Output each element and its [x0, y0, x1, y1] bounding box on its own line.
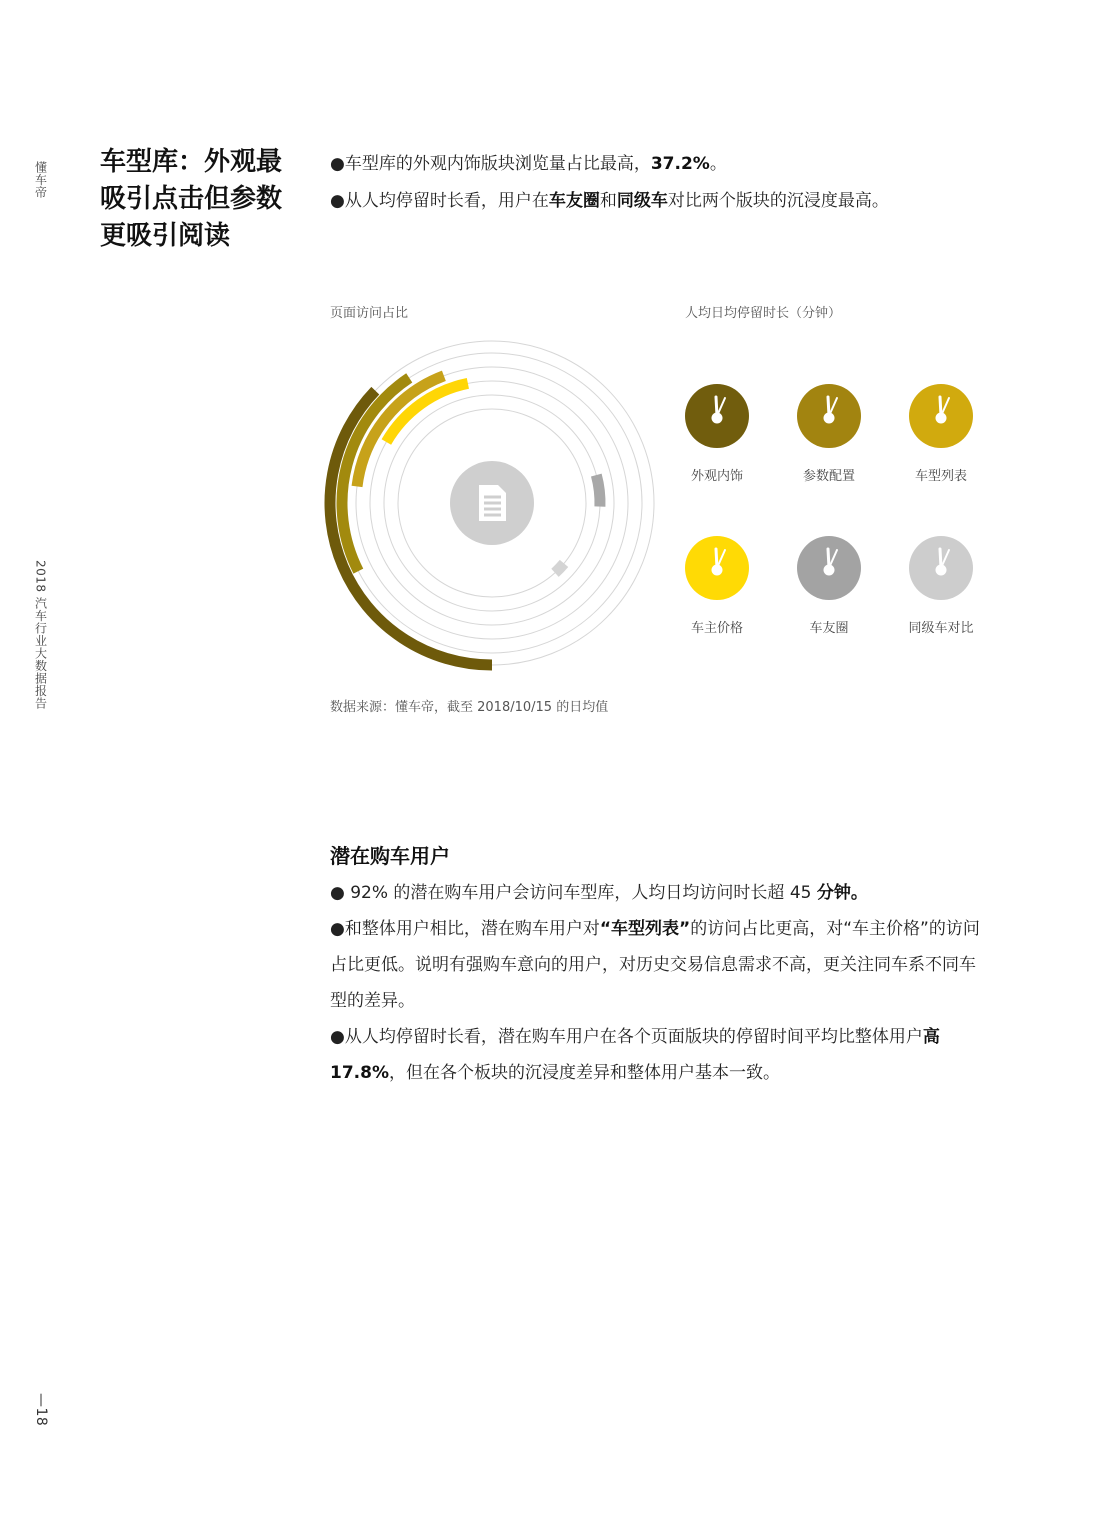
report-title-text: 2018 汽车行业大数据报告	[33, 560, 48, 710]
section-highlight-3: 高 17.8%	[330, 1027, 940, 1083]
sidebar-report-title	[26, 540, 56, 730]
page-title-line3: 更吸引阅读	[100, 221, 231, 251]
section-bullet-3: ●从人均停留时长看，潜在购车用户在各个页面版块的停留时间平均比整体用户高 17.8%，但在各个板块的沉浸度差异和整体用户基本一致。	[330, 1027, 940, 1083]
clock-label: 车型列表	[914, 469, 967, 484]
clock-label: 参数配置	[802, 469, 855, 484]
page-title-line2: 吸引点击但参数	[100, 184, 283, 214]
clock-icon	[908, 383, 974, 449]
highlight-term-1: 车友圈	[548, 191, 600, 211]
page-title-line1: 车型库：外观最	[100, 147, 283, 177]
data-source-note: 数据来源：懂车帝，截至 2018/10/15 的日均值	[330, 700, 609, 715]
ring-arc-5	[555, 563, 564, 572]
page-visit-share-chart	[320, 335, 665, 680]
section-bullet-1: ● 92% 的潜在购车用户会访问车型库，人均日均访问时长超 45 分钟。	[330, 883, 868, 903]
rings-chart-title: 页面访问占比	[330, 306, 409, 321]
page-number	[26, 1385, 56, 1435]
clock-label: 外观内饰	[690, 469, 743, 484]
clock-icon	[796, 535, 862, 601]
clock-label: 车主价格	[690, 621, 743, 636]
clock-label: 同级车对比	[908, 621, 974, 636]
highlight-term-2: 同级车	[616, 191, 668, 211]
sidebar-brand	[26, 150, 56, 210]
page-number-text: —18	[33, 1393, 49, 1427]
highlight-value: 37.2%	[650, 154, 710, 174]
clock-label: 车友圈	[809, 621, 849, 636]
page-title	[100, 144, 300, 255]
clocks-chart-title: 人均日均停留时长（分钟）	[685, 306, 842, 321]
section-highlight-2: “车型列表”	[599, 919, 691, 939]
intro-bullet-2: ●从人均停留时长看，用户在车友圈和同级车对比两个版块的沉浸度最高。	[330, 191, 889, 211]
clock-icon	[684, 535, 750, 601]
section-title: 潜在购车用户	[330, 844, 450, 868]
clock-icon	[684, 383, 750, 449]
clock-icon	[908, 535, 974, 601]
intro-bullet-1: ●车型库的外观内饰版块浏览量占比最高，37.2%。	[330, 154, 727, 174]
section-bullet-2: ●和整体用户相比，潜在购车用户对“车型列表”的访问占比更高，对“车主价格”的访问占比更低。说明有强购车意向的用户，对历史交易信息需求不高，更关注同车系不同车型的差异。	[330, 919, 980, 1011]
brand-text: 懂车帝	[33, 161, 48, 199]
document-icon	[479, 485, 506, 521]
section-body	[330, 875, 990, 1091]
clock-icon	[796, 383, 862, 449]
section-highlight-1: 分钟。	[816, 883, 868, 903]
intro-bullets	[330, 146, 1030, 220]
ring-arc-4	[596, 475, 600, 507]
